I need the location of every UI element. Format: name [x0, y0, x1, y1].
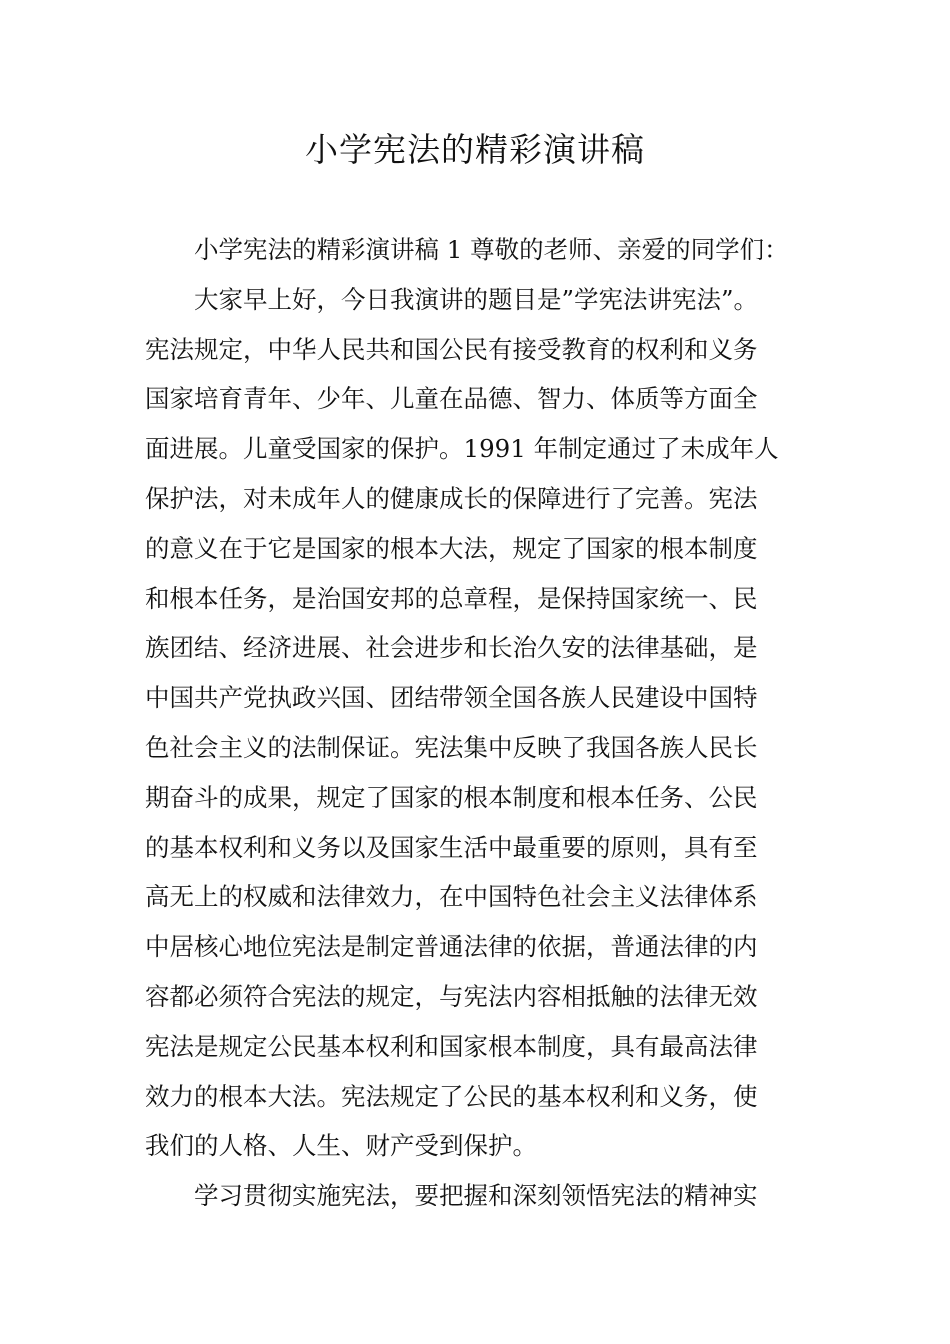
- paragraph-line: 的意义在于它是国家的根本大法，规定了国家的根本制度: [145, 533, 758, 563]
- paragraph-line: 高无上的权威和法律效力，在中国特色社会主义法律体系: [145, 882, 758, 912]
- paragraph-line: 族团结、经济进展、社会进步和长治久安的法律基础，是: [145, 633, 758, 663]
- paragraph-line: 容都必须符合宪法的规定，与宪法内容相抵触的法律无效: [145, 981, 758, 1011]
- paragraph-line: 保护法，对未成年人的健康成长的保障进行了完善。宪法: [145, 483, 758, 513]
- paragraph-line: 和根本任务，是治国安邦的总章程，是保持国家统一、民: [145, 583, 758, 613]
- paragraph-line: 期奋斗的成果，规定了国家的根本制度和根本任务、公民: [145, 782, 758, 812]
- paragraph-line: 中国共产党执政兴国、团结带领全国各族人民建设中国特: [145, 683, 758, 713]
- paragraph-line: 效力的根本大法。宪法规定了公民的基本权利和义务，使: [145, 1081, 758, 1111]
- paragraph-line: 的基本权利和义务以及国家生活中最重要的原则，具有至: [145, 832, 758, 862]
- paragraph-line: 大家早上好，今日我演讲的题目是”学宪法讲宪法”。: [194, 284, 759, 314]
- paragraph-line: 小学宪法的精彩演讲稿 1 尊敬的老师、亲爱的同学们：: [194, 235, 789, 264]
- paragraph-line: 国家培育青年、少年、儿童在品德、智力、体质等方面全: [145, 384, 758, 414]
- paragraph-line: 色社会主义的法制保证。宪法集中反映了我国各族人民长: [145, 732, 758, 762]
- paragraph-line: 学习贯彻实施宪法，要把握和深刻领悟宪法的精神实: [194, 1181, 758, 1211]
- document-title: 小学宪法的精彩演讲稿: [305, 130, 645, 169]
- document-body: [145, 225, 845, 1221]
- paragraph-line: 中居核心地位宪法是制定普通法律的依据，普通法律的内: [145, 932, 758, 962]
- paragraph-line: 宪法规定，中华人民共和国公民有接受教育的权利和义务: [145, 334, 758, 364]
- paragraph-line: 面进展。儿童受国家的保护。1991 年制定通过了未成年人: [145, 434, 779, 464]
- paragraph-line: 我们的人格、人生、财产受到保护。: [145, 1131, 537, 1161]
- paragraph-line: 宪法是规定公民基本权利和国家根本制度，具有最高法律: [145, 1031, 758, 1061]
